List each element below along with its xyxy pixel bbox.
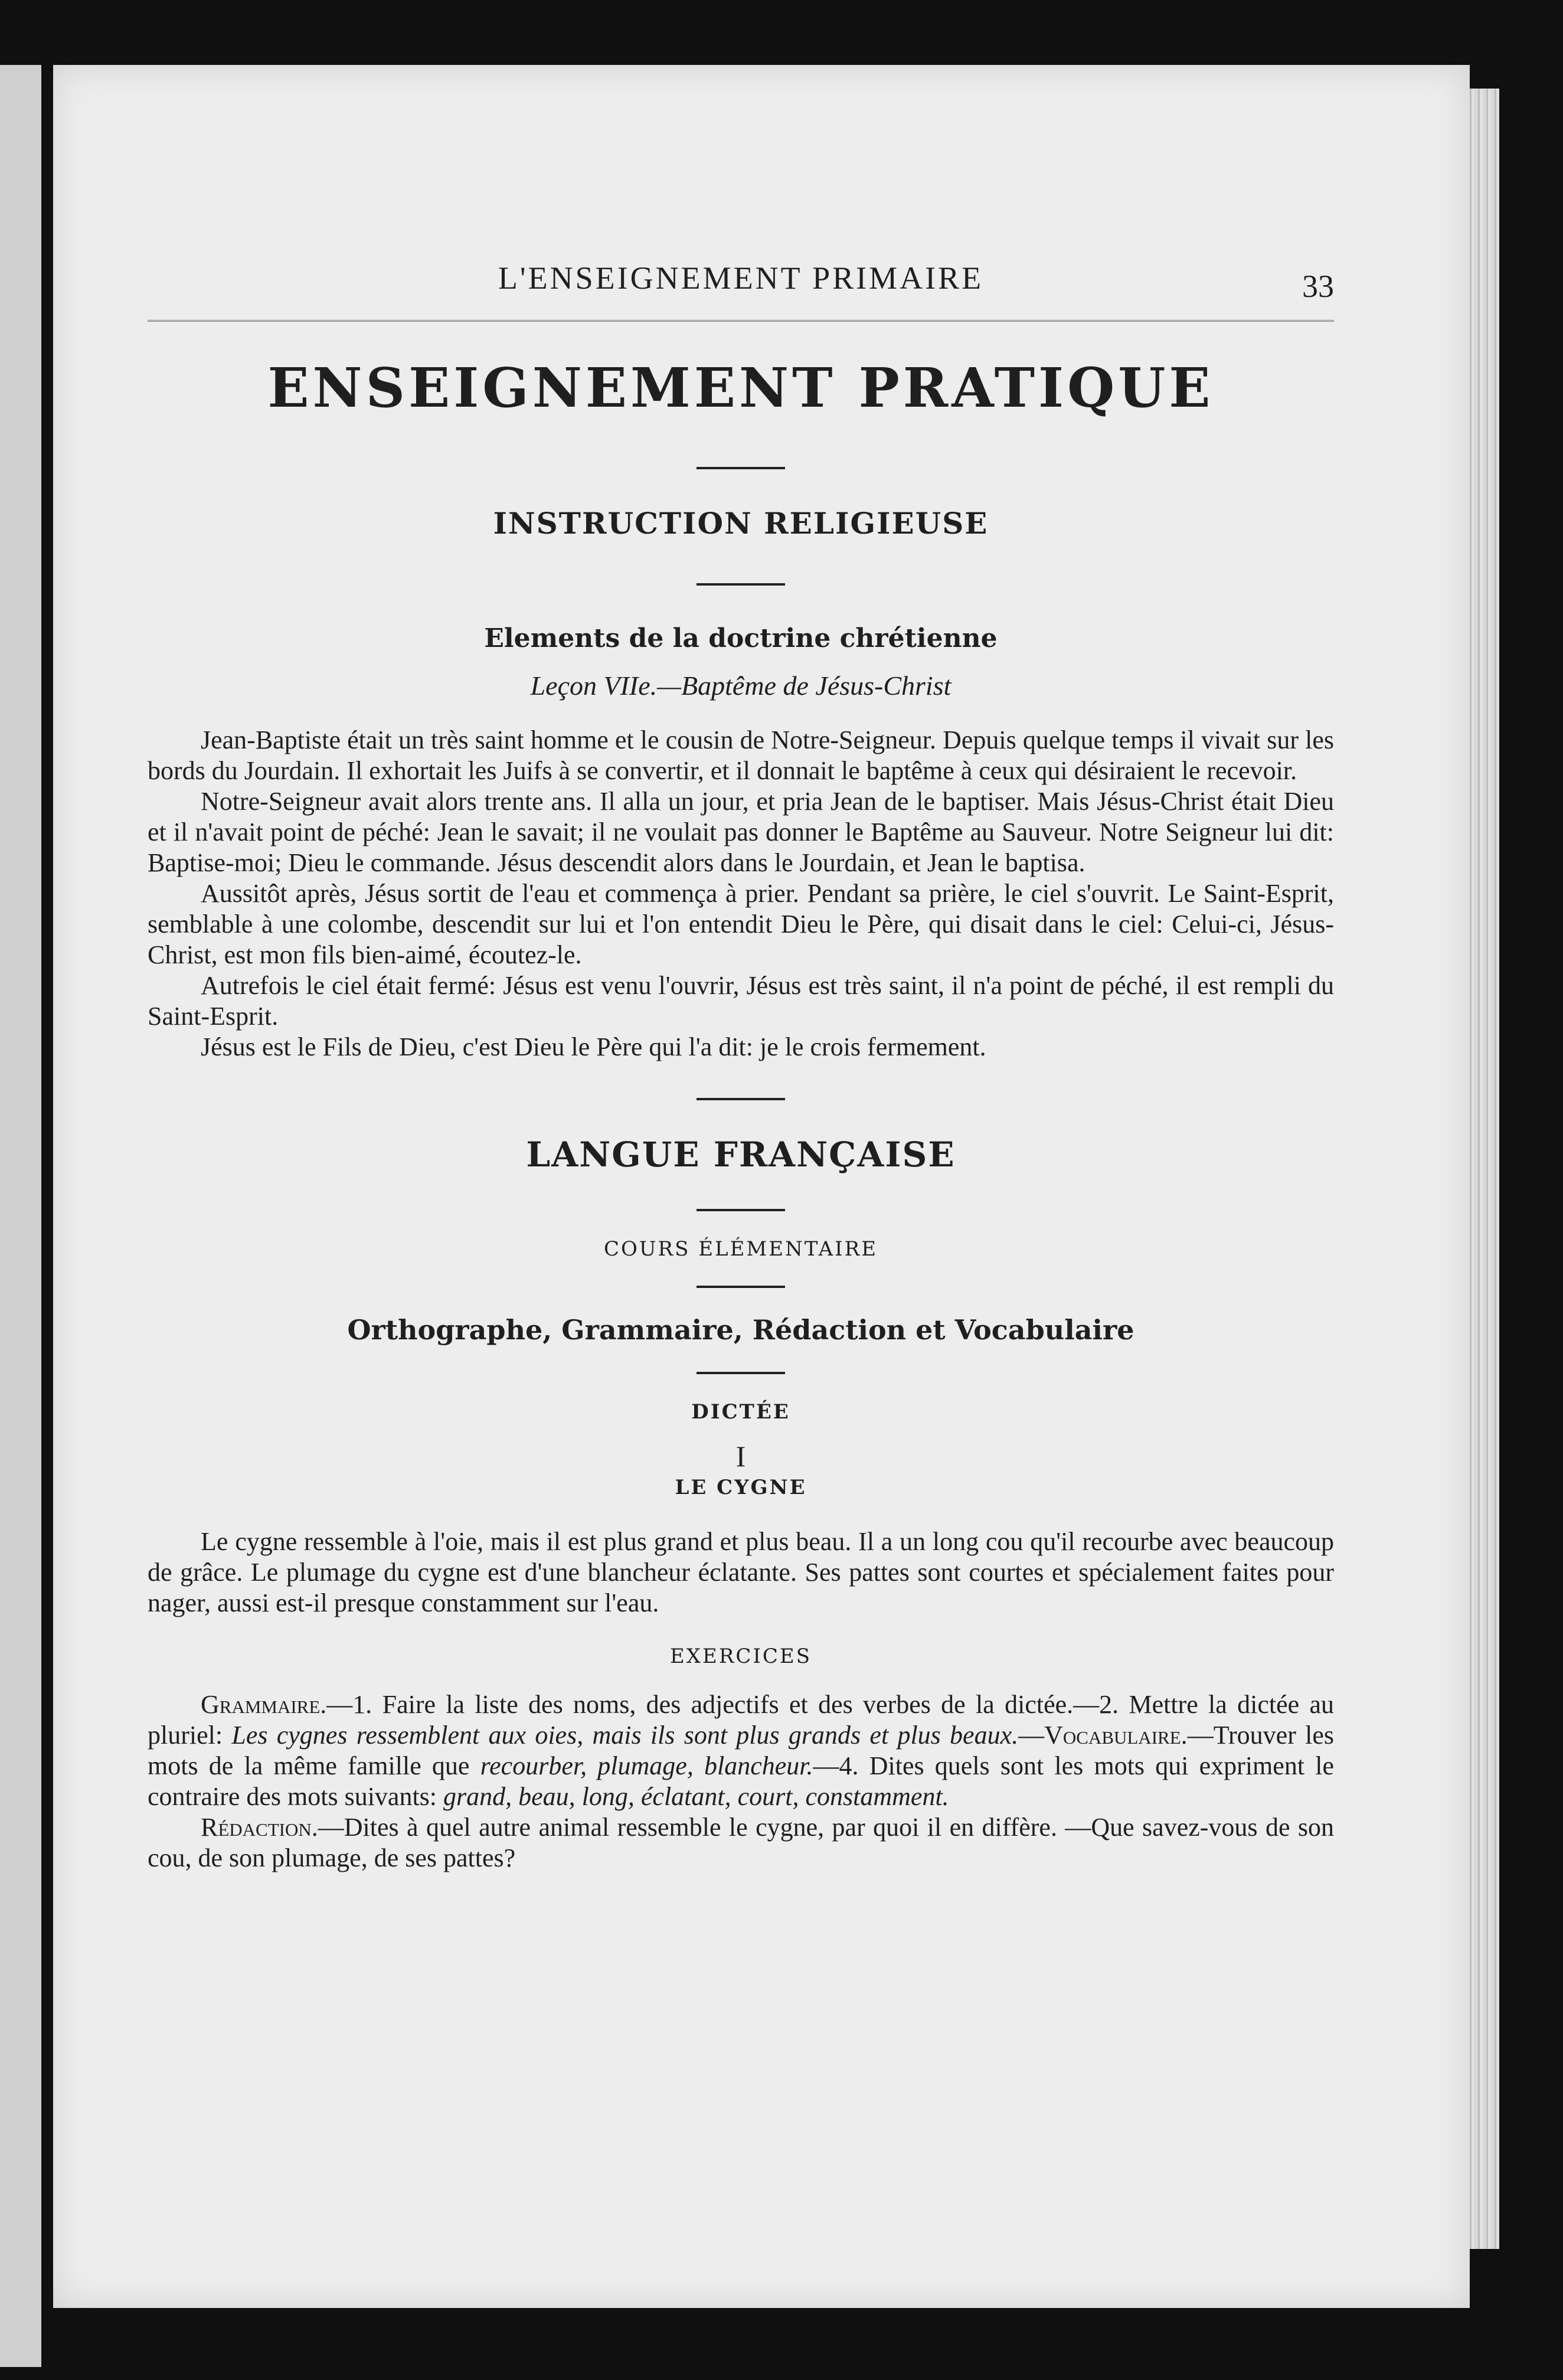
religion-paragraph: Autrefois le ciel était fermé: Jésus est venu l'ouvrir, Jésus est très saint, il n'a point de péché, il est rempli du Saint-Esprit. (148, 971, 1334, 1031)
exercise-text: —1. Faire la liste des noms, des adjectifs et des verbes de la dictée.—2. Mettre la dictée au pluriel: (148, 1690, 1334, 1750)
divider (697, 1372, 785, 1374)
lesson-title: Leçon VIIe.—Baptême de Jésus-Christ (530, 671, 951, 701)
dictee-text: Le cygne ressemble à l'oie, mais il est plus grand et plus beau. Il a un long cou qu'il recourbe avec beaucoup de grâce. Le plumage du cygne est d'une blancheur éclatante. Ses pattes sont courtes et spécialement faites pour nager, aussi est-il presque constamment sur l'eau. (148, 1527, 1334, 1617)
section-title-french: LANGUE FRANÇAISE (526, 1135, 956, 1175)
religion-paragraph: Jean-Baptiste était un très saint homme et le cousin de Notre-Seigneur. Depuis quelque temps il vivait sur les bords du Jourdain. Il exhortait les Juifs à se convertir, et il donnait le baptême à ceux qui désiraient le recevoir. (148, 725, 1334, 785)
main-title: ENSEIGNEMENT PRATIQUE (267, 356, 1214, 420)
religion-subhead: Elements de la doctrine chrétienne (484, 623, 998, 653)
exercise-text: —Dites à quel autre animal ressemble le cygne, par quoi il en diffère. —Que savez-vous de son cou, de son plumage, de ses pattes? (148, 1813, 1334, 1872)
subject-heading: Orthographe, Grammaire, Rédaction et Vocabulaire (347, 1314, 1134, 1346)
exercise-redaction (148, 1812, 1334, 1874)
page-number: 33 (1302, 269, 1334, 304)
vocabulary-label: —Vocabulaire. (1018, 1721, 1188, 1750)
exercise-grammar (148, 1689, 1334, 1812)
exercise-text: —Trouver les mots de la même famille que (148, 1721, 1334, 1780)
dictee-title: LE CYGNE (675, 1476, 807, 1499)
dictee-label: DICTÉE (691, 1400, 790, 1424)
page-content (148, 260, 1334, 1874)
divider (697, 1098, 785, 1100)
religion-paragraph: Aussitôt après, Jésus sortit de l'eau et commença à prier. Pendant sa prière, le ciel s'ouvrit. Le Saint-Esprit, semblable à une colombe, descendit sur lui et l'on entendit Dieu le Père, qui disait dans le ciel: Celui-ci, Jésus-Christ, est mon fils bien-aimé, écoutez-le. (148, 879, 1334, 969)
running-title: L'ENSEIGNEMENT PRIMAIRE (498, 260, 984, 296)
exercise-italic: Les cygnes ressemblent aux oies, mais ils sont plus grands et plus beaux. (231, 1721, 1019, 1750)
divider (697, 467, 785, 469)
running-head (148, 260, 1334, 313)
divider (697, 1286, 785, 1288)
section-title-religion: INSTRUCTION RELIGIEUSE (493, 506, 989, 541)
divider (697, 583, 785, 586)
header-rule (148, 320, 1334, 322)
exercises-label: EXERCICES (669, 1645, 812, 1668)
exercise-text: —4. Dites quels sont les mots qui expriment le contraire des mots suivants: (148, 1751, 1334, 1811)
dictee-number: I (735, 1440, 746, 1473)
religion-paragraph: Notre-Seigneur avait alors trente ans. Il alla un jour, et pria Jean de le baptiser. Mais Jésus-Christ était Dieu et il n'avait point de péché: Jean le savait; il ne voulait pas donner le Baptême au Sauveur. Notre Seigneur lui dit: Baptise-moi; Dieu le commande. Jésus descendit alors dans le Jourdain, et Jean le baptisa. (148, 787, 1334, 877)
exercise-italic: grand, beau, long, éclatant, court, constamment. (443, 1782, 949, 1811)
exercise-italic: recourber, plumage, blancheur. (480, 1751, 813, 1780)
religion-paragraph: Jésus est le Fils de Dieu, c'est Dieu le Père qui l'a dit: je le crois fermement. (201, 1032, 986, 1061)
book-page (53, 65, 1470, 2308)
course-level: COURS ÉLÉMENTAIRE (603, 1237, 878, 1261)
grammar-label: Grammaire. (201, 1690, 327, 1719)
left-page-edge (0, 65, 41, 2367)
divider (697, 1209, 785, 1211)
redaction-label: Rédaction. (201, 1813, 318, 1842)
